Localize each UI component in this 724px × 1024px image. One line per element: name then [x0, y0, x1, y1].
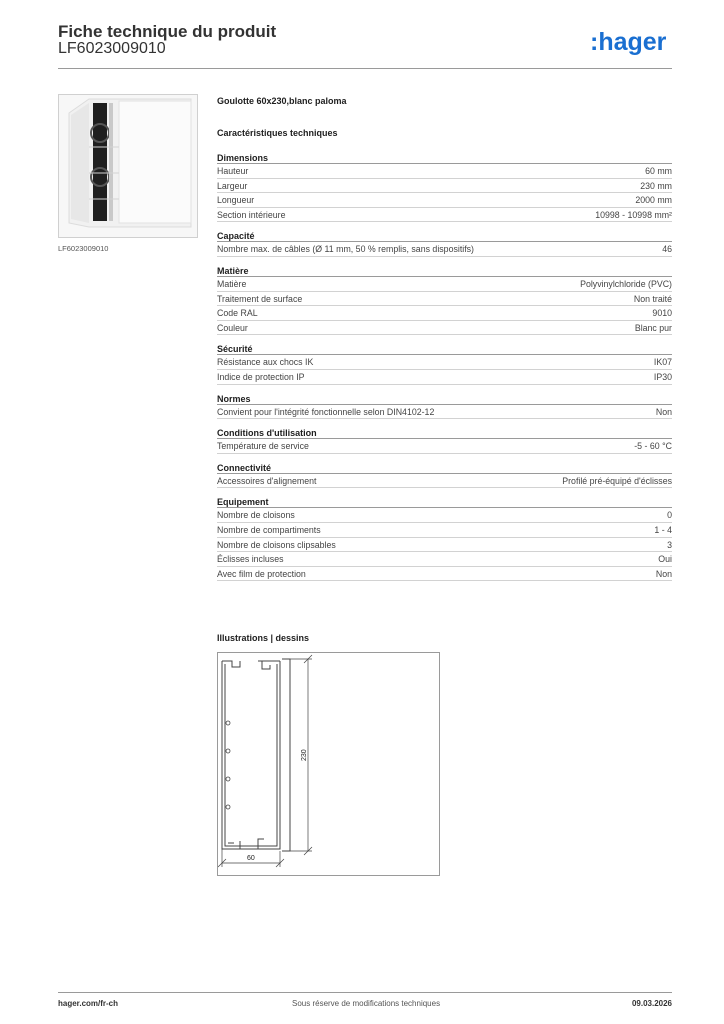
spec-value: Profilé pré-équipé d'éclisses: [562, 475, 672, 486]
spec-label: Hauteur: [217, 166, 249, 176]
spec-label: Éclisses incluses: [217, 554, 284, 565]
spec-row: [217, 523, 672, 538]
spec-value: IK07: [653, 357, 672, 368]
spec-row: [217, 292, 672, 307]
section-title: Conditions d'utilisation: [217, 427, 672, 439]
spec-label: Matière: [217, 278, 247, 289]
product-name: Goulotte 60x230,blanc paloma: [217, 96, 347, 106]
spec-label: Nombre de compartiments: [217, 524, 321, 535]
spec-label: Convient pour l'intégrité fonctionnelle selon DIN4102-12: [217, 406, 435, 417]
illustrations-title: Illustrations | dessins: [217, 633, 310, 643]
spec-value: 2000 mm: [635, 195, 672, 206]
spec-row: [217, 208, 672, 223]
spec-section: [217, 230, 672, 257]
spec-row: [217, 277, 672, 292]
dimension-height-label: 230: [301, 749, 308, 761]
spec-row: [217, 193, 672, 208]
spec-value: IP30: [653, 371, 672, 382]
spec-content: [217, 96, 672, 589]
footer-date: 09.03.2026: [631, 999, 672, 1008]
section-title: Sécurité: [217, 343, 672, 355]
spec-value: -5 - 60 °C: [634, 441, 672, 452]
spec-row: [217, 567, 672, 582]
spec-section: [217, 265, 672, 335]
section-title: Dimensions: [217, 152, 672, 164]
spec-section: [217, 427, 672, 454]
spec-label: Code RAL: [217, 308, 258, 319]
dimension-width-label: 60: [247, 855, 255, 862]
technical-drawing: [217, 652, 440, 876]
footer-divider: [58, 992, 672, 993]
spec-label: Température de service: [217, 441, 309, 452]
spec-row: [217, 552, 672, 567]
spec-label: Nombre max. de câbles (Ø 11 mm, 50 % remplis, sans dispositifs): [217, 244, 474, 255]
spec-value: 3: [667, 539, 672, 550]
svg-text::hager: :hager: [590, 28, 667, 56]
spec-section: [217, 496, 672, 581]
section-title: Capacité: [217, 230, 672, 242]
spec-row: [217, 306, 672, 321]
spec-label: Résistance aux chocs IK: [217, 357, 314, 368]
spec-value: Non traité: [633, 293, 672, 304]
spec-sections: [217, 152, 672, 581]
spec-section: [217, 462, 672, 489]
spec-section: [217, 393, 672, 420]
product-code: LF6023009010: [58, 40, 166, 57]
product-photo: [58, 94, 198, 238]
spec-row: [217, 508, 672, 523]
spec-row: [217, 179, 672, 194]
spec-value: 0: [667, 510, 672, 521]
header-divider: [58, 68, 672, 69]
section-title: Equipement: [217, 496, 672, 508]
spec-value: 230 mm: [640, 180, 672, 191]
spec-value: 60 mm: [645, 166, 672, 176]
footer-website-link[interactable]: hager.com/fr-ch: [58, 999, 119, 1008]
spec-value: Blanc pur: [634, 322, 672, 333]
spec-label: Largeur: [217, 180, 248, 191]
spec-section: [217, 343, 672, 384]
spec-row: [217, 355, 672, 370]
spec-label: Indice de protection IP: [217, 371, 305, 382]
page-title: Fiche technique du produit: [58, 22, 277, 41]
spec-section: [217, 152, 672, 222]
spec-row: [217, 439, 672, 454]
spec-row: [217, 164, 672, 179]
spec-value: Non: [655, 568, 672, 579]
spec-value: 1 - 4: [654, 524, 672, 535]
spec-value: 10998 - 10998 mm²: [595, 209, 672, 220]
spec-label: Nombre de cloisons clipsables: [217, 539, 336, 550]
spec-label: Nombre de cloisons: [217, 510, 295, 521]
spec-label: Avec film de protection: [217, 568, 306, 579]
spec-value: Oui: [658, 554, 672, 565]
section-title: Matière: [217, 265, 672, 277]
spec-row: [217, 474, 672, 489]
spec-label: Traitement de surface: [217, 293, 303, 304]
spec-label: Longueur: [217, 195, 255, 206]
spec-row: [217, 370, 672, 385]
section-title: Connectivité: [217, 462, 672, 474]
spec-value: Non: [655, 406, 672, 417]
photo-caption: LF6023009010: [58, 244, 109, 253]
tech-characteristics-title: Caractéristiques techniques: [217, 128, 338, 138]
spec-row: [217, 538, 672, 553]
footer-disclaimer: Sous réserve de modifications techniques: [292, 999, 441, 1008]
hager-logo: [590, 26, 676, 58]
spec-value: 46: [662, 244, 672, 255]
section-title: Normes: [217, 393, 672, 405]
spec-value: 9010: [652, 308, 672, 319]
spec-label: Section intérieure: [217, 209, 286, 220]
spec-row: [217, 321, 672, 336]
spec-label: Accessoires d'alignement: [217, 475, 317, 486]
spec-row: [217, 405, 672, 420]
spec-value: Polyvinylchloride (PVC): [580, 278, 672, 289]
spec-row: [217, 242, 672, 257]
spec-label: Couleur: [217, 322, 248, 333]
